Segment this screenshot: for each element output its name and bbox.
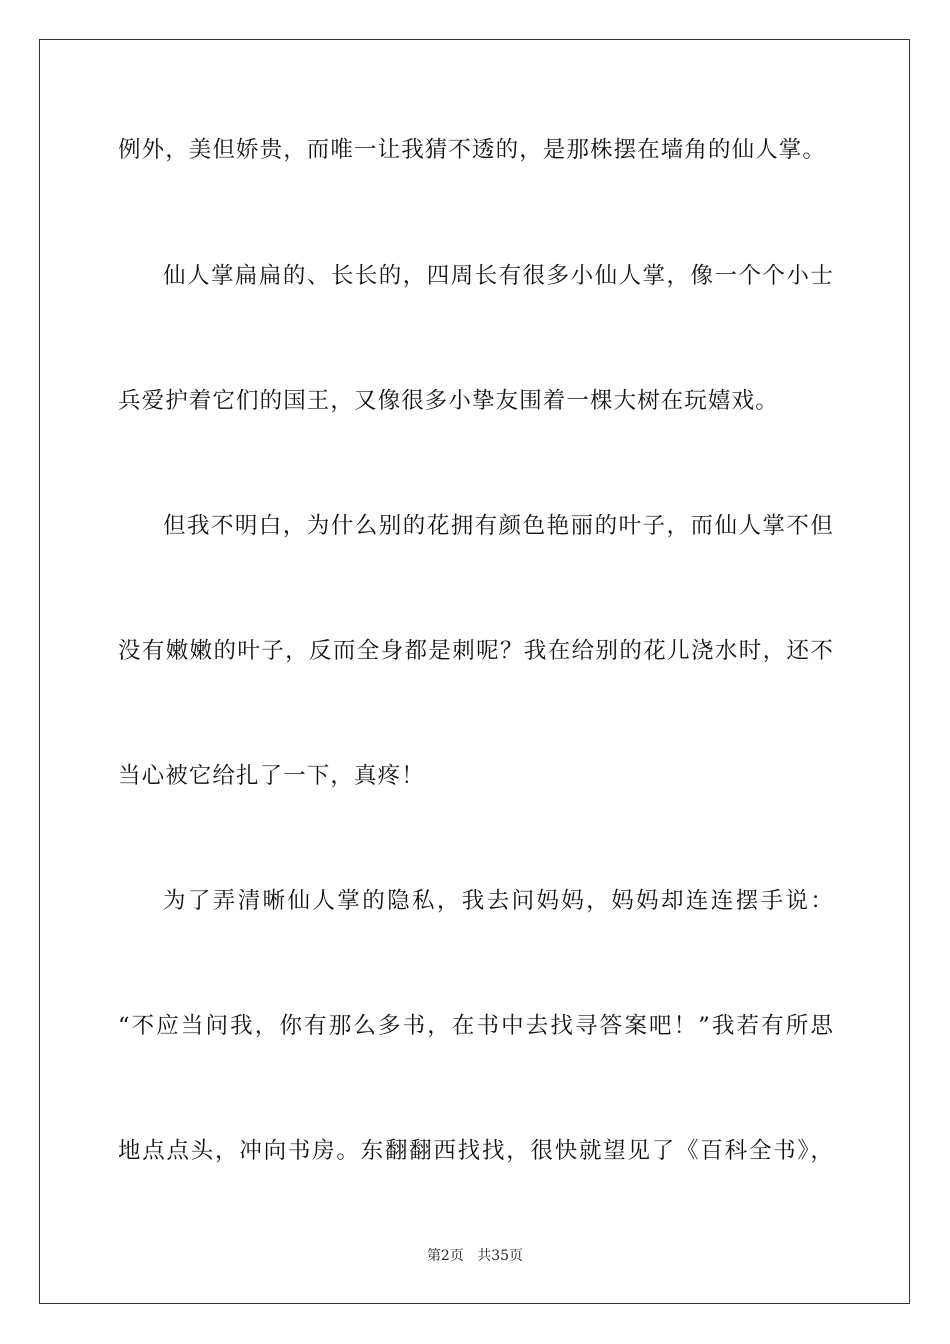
page-frame [39, 39, 910, 1304]
text-line-9: 地点点头，冲向书房。东翻翻西找找，很快就望见了《百科全书》， [118, 1138, 834, 1164]
text-line-4: 但我不明白，为什么别的花拥有颜色艳丽的叶子，而仙人掌不但 [163, 513, 834, 539]
page-footer [0, 1247, 950, 1265]
text-line-8: “不应当问我，你有那么多书，在书中去找寻答案吧！”我若有所思 [118, 1013, 834, 1039]
text-line-3: 兵爱护着它们的国王，又像很多小挚友围着一棵大树在玩嬉戏。 [118, 388, 779, 414]
text-line-6: 当心被它给扎了一下，真疼！ [118, 763, 425, 789]
text-line-5: 没有嫩嫩的叶子，反而全身都是刺呢？我在给别的花儿浇水时，还不 [118, 638, 834, 664]
text-line-7: 为了弄清晰仙人掌的隐私，我去问妈妈，妈妈却连连摆手说： [163, 888, 834, 914]
text-line-2: 仙人掌扁扁的、长长的，四周长有很多小仙人掌，像一个个小士 [163, 263, 834, 289]
page-number: 第2页 [426, 1248, 464, 1264]
text-line-1: 例外，美但娇贵，而唯一让我猜不透的，是那株摆在墙角的仙人掌。 [118, 137, 827, 163]
page-total: 共35页 [477, 1248, 524, 1264]
